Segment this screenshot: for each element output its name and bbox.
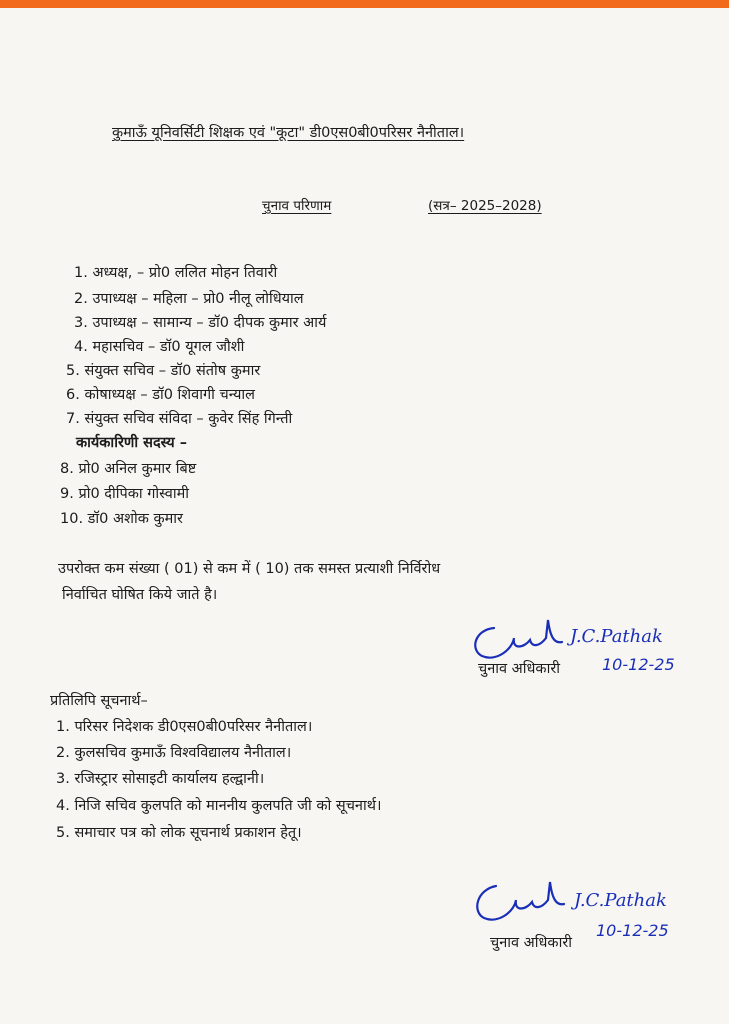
executive-member-item: 8. प्रो0 अनिल कुमार बिष्ट <box>60 461 197 477</box>
result-item: 1. अध्यक्ष, – प्रो0 ललित मोहन तिवारी <box>74 265 278 281</box>
copy-section-heading: प्रतिलिपि सूचनार्थ– <box>50 693 148 709</box>
result-item: 4. महासचिव – डॉ0 यूगल जौशी <box>74 339 245 355</box>
election-result-heading: चुनाव परिणाम <box>262 198 332 214</box>
copy-recipient-item: 1. परिसर निदेशक डी0एस0बी0परिसर नैनीताल। <box>56 719 313 735</box>
officer-signature-2 <box>470 866 700 944</box>
executive-member-item: 9. प्रो0 दीपिका गोस्वामी <box>60 486 190 502</box>
signature-text-1: J.C.Pathak <box>570 626 663 647</box>
signature-text-2: J.C.Pathak <box>574 890 667 911</box>
copy-recipient-item: 5. समाचार पत्र को लोक सूचनार्थ प्रकाशन हेतू। <box>56 825 302 841</box>
signature-date-2: 10-12-25 <box>596 921 669 940</box>
result-item: 5. संयुक्त सचिव – डॉ0 संतोष कुमार <box>66 363 261 379</box>
executive-members-heading: कार्यकारिणी सदस्य – <box>76 435 188 451</box>
election-officer-label-1: चुनाव अधिकारी <box>478 661 561 677</box>
document-title: कुमाऊँ यूनिवर्सिटी शिक्षक एवं "कूटा" डी0एस0बी0परिसर नैनीताल। <box>112 125 465 141</box>
session-label: (सत्र– 2025–2028) <box>428 198 542 214</box>
top-color-stripe <box>0 0 729 8</box>
executive-member-item: 10. डॉ0 अशोक कुमार <box>60 511 183 527</box>
result-item: 2. उपाध्यक्ष – महिला – प्रो0 नीलू लोधियाल <box>74 291 304 307</box>
declaration-line-2: निर्वाचित घोषित किये जाते है। <box>62 587 218 603</box>
result-item: 6. कोषाध्यक्ष – डॉ0 शिवागी चन्याल <box>66 387 255 403</box>
copy-recipient-item: 3. रजिस्ट्रार सोसाइटी कार्यालय हल्द्वानी। <box>56 771 265 787</box>
signature-date-1: 10-12-25 <box>602 655 675 674</box>
election-officer-label-2: चुनाव अधिकारी <box>490 935 573 951</box>
copy-recipient-item: 4. निजि सचिव कुलपति को माननीय कुलपति जी को सूचनार्थ। <box>56 798 382 814</box>
result-item: 7. संयुक्त सचिव संविदा – कुवेर सिंह गिन्ती <box>66 411 293 427</box>
result-item: 3. उपाध्यक्ष – सामान्य – डॉ0 दीपक कुमार आर्य <box>74 315 327 331</box>
declaration-line-1: उपरोक्त कम संख्या ( 01) से कम में ( 10) तक समस्त प्रत्याशी निर्विरोध <box>58 561 441 577</box>
copy-recipient-item: 2. कुलसचिव कुमाऊँ विश्वविद्यालय नैनीताल। <box>56 745 292 761</box>
